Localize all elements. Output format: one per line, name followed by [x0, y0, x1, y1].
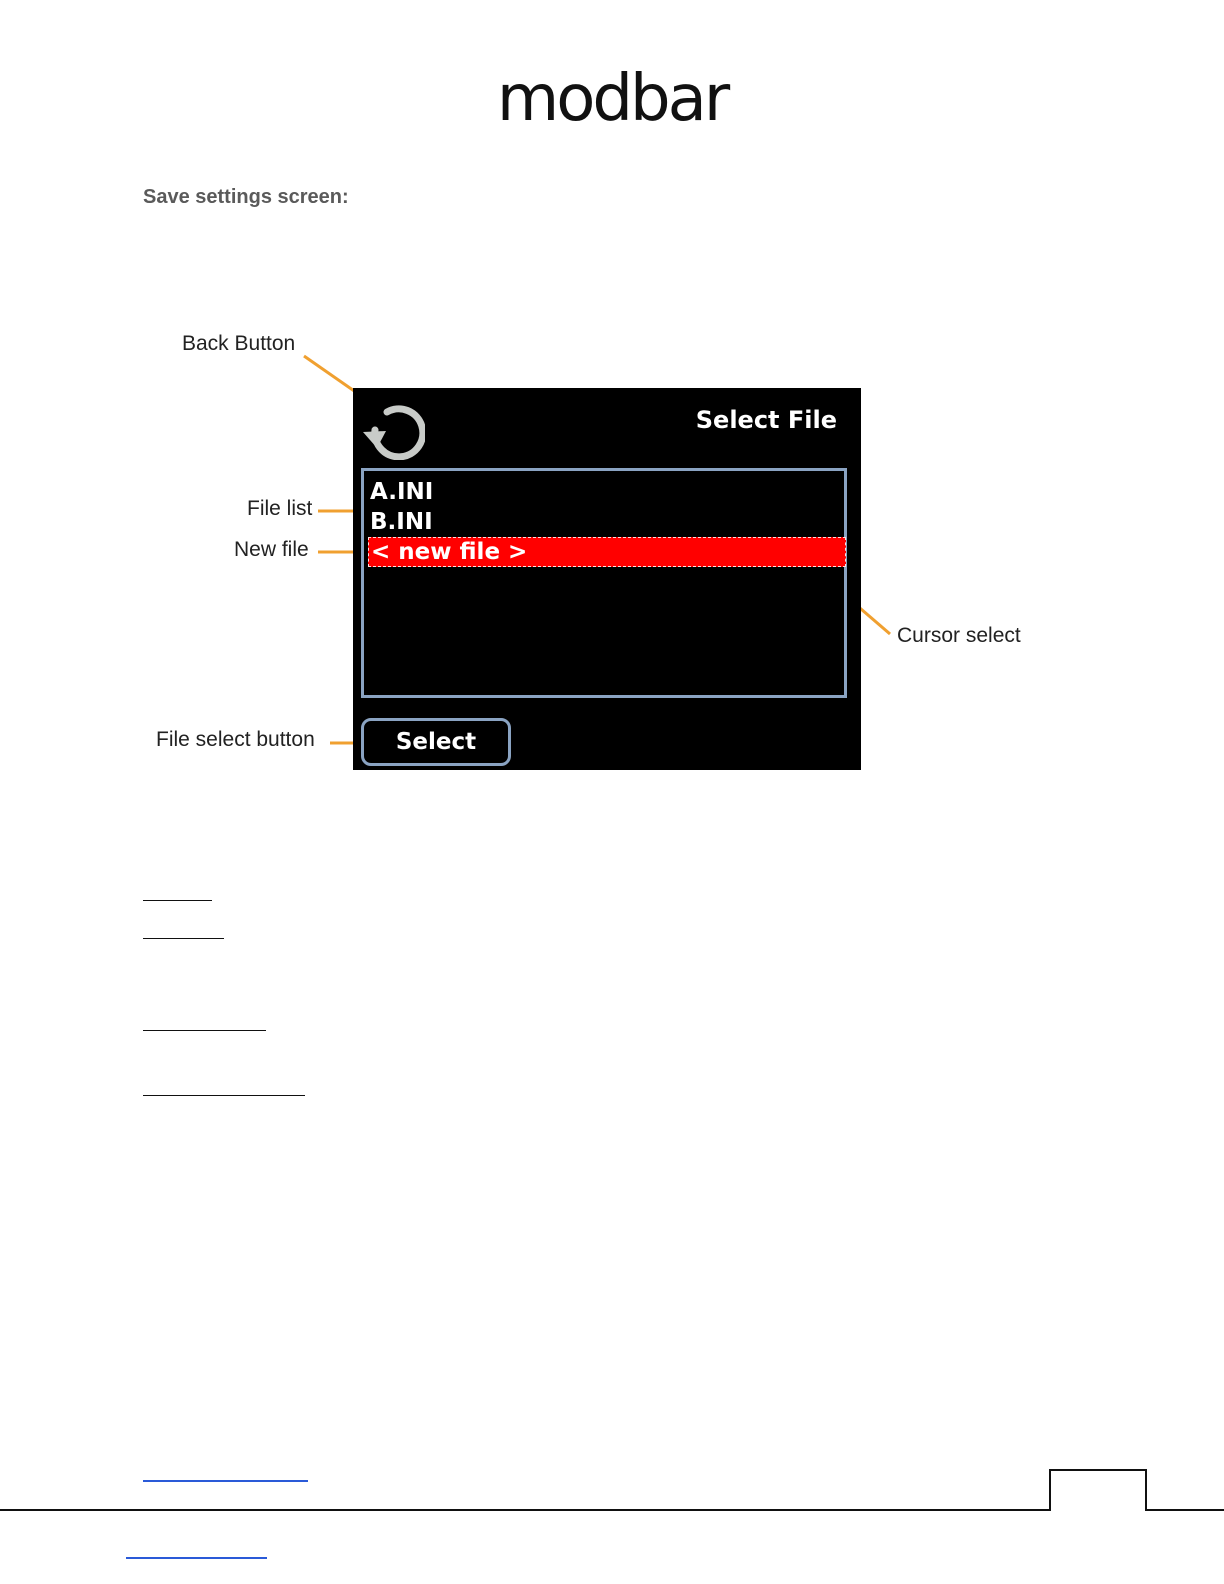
footer-link-underline-2[interactable]: [126, 1557, 267, 1559]
callout-back-button: Back Button: [182, 332, 296, 355]
blank-rule-3: [143, 1030, 266, 1031]
blank-rule-1: [143, 900, 212, 901]
callout-cursor-select: Cursor select: [897, 624, 1021, 647]
select-button[interactable]: Select: [361, 718, 511, 766]
file-item-a-ini[interactable]: A.INI: [370, 479, 434, 505]
refresh-back-icon[interactable]: [359, 398, 425, 460]
file-item-b-ini[interactable]: B.INI: [370, 509, 433, 535]
footer-page-tab: [0, 1470, 1224, 1510]
blank-rule-4: [143, 1095, 305, 1096]
footer-border: [0, 1460, 1224, 1520]
blank-rule-2: [143, 938, 224, 939]
callout-file-select-button: File select button: [156, 728, 315, 751]
callout-new-file: New file: [234, 538, 309, 561]
screen-title: Select File: [695, 406, 837, 434]
file-item-new-file[interactable]: < new file >: [368, 537, 846, 567]
modbar-logo: modbar: [496, 62, 728, 136]
device-screen: [353, 388, 861, 770]
section-title: Save settings screen:: [143, 186, 349, 208]
callout-file-list: File list: [247, 497, 313, 520]
file-list: [361, 468, 847, 698]
